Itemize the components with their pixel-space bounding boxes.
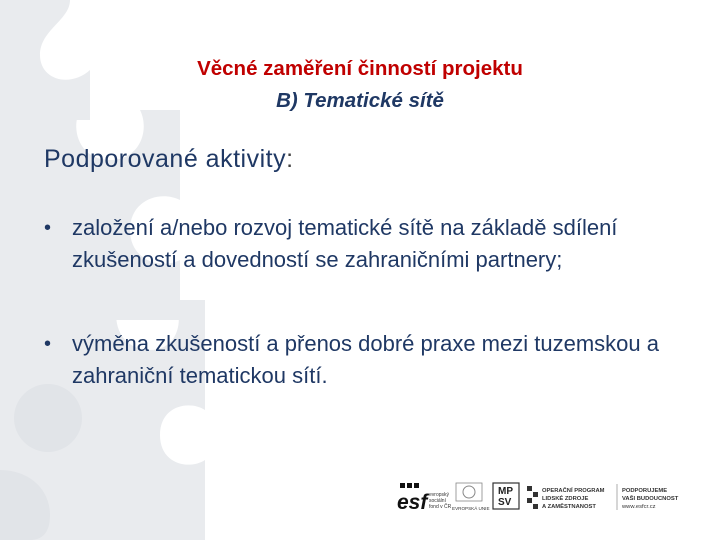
- bullet-text: výměna zkušeností a přenos dobré praxe mezi tuzemskou a zahraniční tematickou sítí.: [72, 331, 659, 388]
- footer-logo-bar: [396, 480, 706, 520]
- op-text-2: LIDSKÉ ZDROJE: [542, 496, 589, 502]
- bullet-text: založení a/nebo rozvoj tematické sítě na základě sdílení zkušeností a dovedností se zahraničními partnery;: [72, 215, 618, 272]
- bullet-list: [44, 212, 684, 392]
- op-text-3: A ZAMĚSTNANOST: [542, 504, 596, 510]
- footer-logos: [396, 480, 706, 520]
- eu-flag-logo: [452, 483, 490, 511]
- title-block: [0, 56, 720, 114]
- bullet-dot-icon: •: [44, 217, 52, 239]
- section-heading-colon: :: [286, 145, 294, 173]
- section-heading: [44, 145, 294, 174]
- bullet-dot-icon: •: [44, 333, 52, 355]
- slogan-line-2: VAŠI BUDOUCNOST: [622, 496, 679, 502]
- esf-logo-text: esf: [397, 491, 428, 514]
- bullet-item: [44, 328, 684, 392]
- esf-caption-1: evropský: [429, 492, 450, 498]
- esf-logo: [397, 483, 452, 514]
- section-heading-text: Podporované aktivity: [44, 145, 287, 173]
- bullet-item: [44, 212, 684, 276]
- mpsv-logo-line-1: MP: [498, 486, 513, 497]
- mpsv-logo: [493, 483, 519, 509]
- esf-caption-2: sociální: [429, 498, 446, 504]
- mpsv-logo-line-2: SV: [498, 497, 512, 508]
- slide-subtitle: B) Tematické sítě: [276, 89, 444, 112]
- op-lzz-logo: [527, 486, 605, 510]
- eu-caption: EVROPSKÁ UNIE: [452, 506, 490, 511]
- op-text-1: OPERAČNÍ PROGRAM: [542, 488, 605, 494]
- slogan-line-1: PODPORUJEME: [622, 488, 668, 494]
- website-url: www.esfcr.cz: [622, 504, 656, 510]
- slogan-block: [621, 488, 679, 510]
- slide-title: Věcné zaměření činností projektu: [197, 57, 523, 80]
- esf-caption-3: fond v ČR: [429, 504, 452, 510]
